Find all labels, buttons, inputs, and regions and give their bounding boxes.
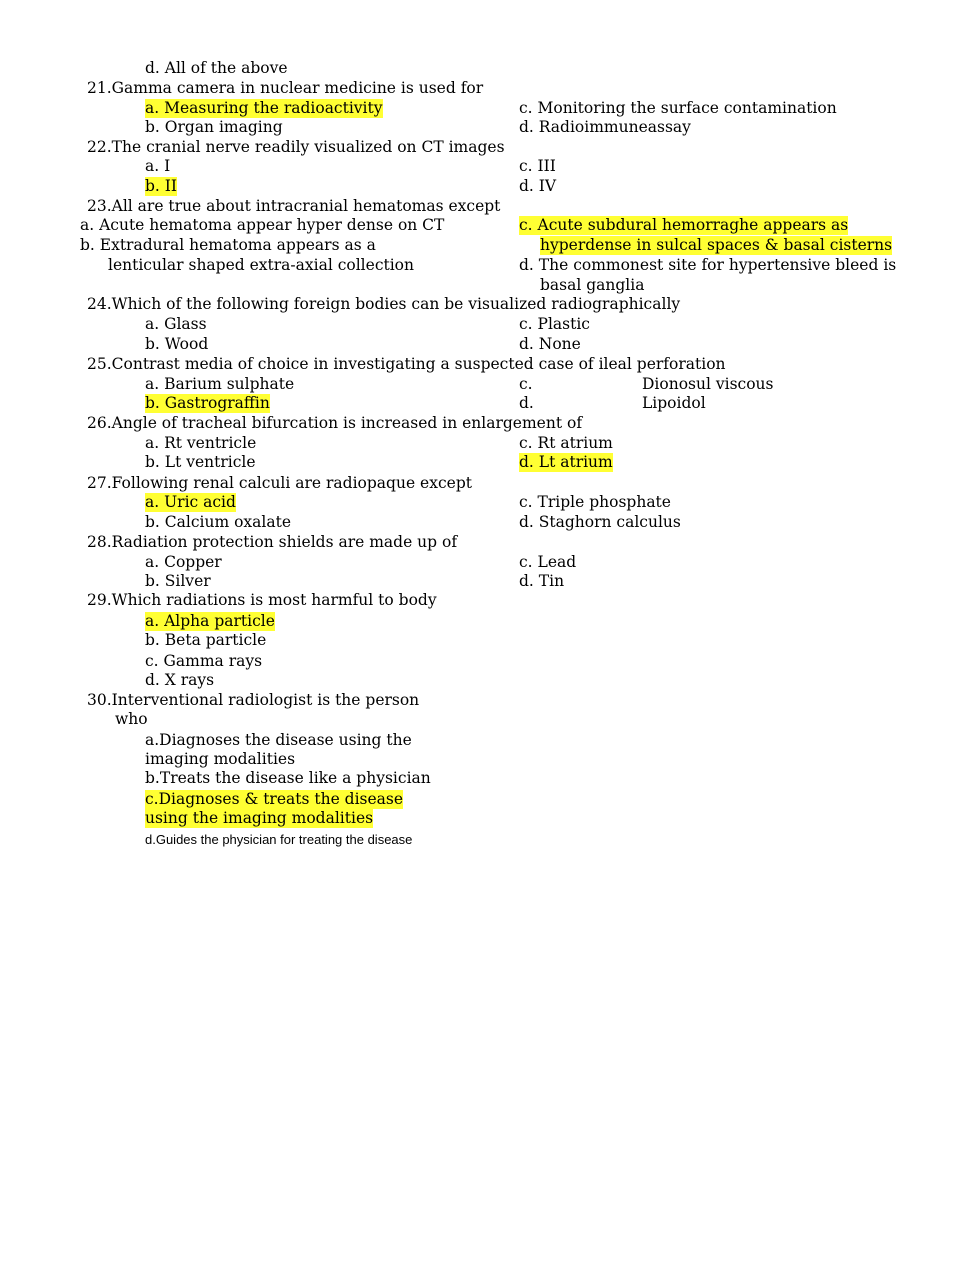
q26-question: 26.Angle of tracheal bifurcation is increased in enlargement of xyxy=(87,414,583,432)
q27-option-a-answer: a. Uric acid xyxy=(145,493,236,511)
q30-option-b: b.Treats the disease like a physician xyxy=(145,769,431,787)
q25-option-a: a. Barium sulphate xyxy=(145,375,295,393)
q28-option-c-answer: c. Lead xyxy=(519,553,577,571)
q20-option-d: d. All of the above xyxy=(145,59,288,77)
q29-option-d: d. X rays xyxy=(145,671,215,689)
q28-option-a: a. Copper xyxy=(145,553,222,571)
q24-option-a: a. Glass xyxy=(145,315,207,333)
q25-question: 25.Contrast media of choice in investigating a suspected case of ileal perforation xyxy=(87,355,726,373)
q25-option-d-text: Lipoidol xyxy=(642,394,706,412)
q24-question: 24.Which of the following foreign bodies can be visualized radiographically xyxy=(87,295,681,313)
q25-option-b-answer: b. Gastrograffin xyxy=(145,394,270,412)
q23-question: 23.All are true about intracranial hematomas except xyxy=(87,197,501,215)
q26-option-b: b. Lt ventricle xyxy=(145,453,256,471)
q30-question-line1: 30.Interventional radiologist is the person xyxy=(87,691,420,709)
q21-option-d: d. Radioimmuneassay xyxy=(519,118,691,136)
q22-option-d: d. IV xyxy=(519,177,557,195)
q23-option-b-line1: b. Extradural hematoma appears as a xyxy=(80,236,376,254)
q24-option-c: c. Plastic xyxy=(519,315,590,333)
q27-question: 27.Following renal calculi are radiopaque except xyxy=(87,474,472,492)
q22-question: 22.The cranial nerve readily visualized on CT images xyxy=(87,138,505,156)
q23-option-b-line2: lenticular shaped extra-axial collection xyxy=(108,256,414,274)
q30-option-a-line1: a.Diagnoses the disease using the xyxy=(145,731,412,749)
q30-option-d: d.Guides the physician for treating the disease xyxy=(145,832,413,847)
q26-option-c: c. Rt atrium xyxy=(519,434,613,452)
q30-option-a-line2: imaging modalities xyxy=(145,750,296,768)
q22-option-c: c. III xyxy=(519,157,556,175)
q21-option-b: b. Organ imaging xyxy=(145,118,283,136)
q29-option-b: b. Beta particle xyxy=(145,631,267,649)
q28-question: 28.Radiation protection shields are made up of xyxy=(87,533,458,551)
q21-question: 21.Gamma camera in nuclear medicine is used for xyxy=(87,79,484,97)
q30-option-c-answer-line1: c.Diagnoses & treats the disease xyxy=(145,790,404,808)
q23-option-d-line2: basal ganglia xyxy=(540,276,645,294)
q23-option-c-answer-line1: c. Acute subdural hemorraghe appears as xyxy=(519,216,849,234)
q24-option-d: d. None xyxy=(519,335,581,353)
q21-option-a-answer: a. Measuring the radioactivity xyxy=(145,99,383,117)
q21-option-c: c. Monitoring the surface contamination xyxy=(519,99,837,117)
q23-option-d-line1: d. The commonest site for hypertensive bleed is xyxy=(519,256,897,274)
q30-option-c-answer-line2: using the imaging modalities xyxy=(145,809,374,827)
q26-option-a: a. Rt ventricle xyxy=(145,434,257,452)
q25-option-c-letter: c. xyxy=(519,375,533,393)
q24-option-b: b. Wood xyxy=(145,335,209,353)
q27-option-b: b. Calcium oxalate xyxy=(145,513,291,531)
q27-option-d: d. Staghorn calculus xyxy=(519,513,681,531)
q29-option-a-answer: a. Alpha particle xyxy=(145,612,275,630)
q22-option-a: a. I xyxy=(145,157,171,175)
q26-option-d-answer: d. Lt atrium xyxy=(519,453,613,471)
q29-question: 29.Which radiations is most harmful to body xyxy=(87,591,437,609)
q23-option-a: a. Acute hematoma appear hyper dense on CT xyxy=(80,216,445,234)
q27-option-c: c. Triple phosphate xyxy=(519,493,671,511)
q28-option-b: b. Silver xyxy=(145,572,211,590)
q23-option-c-answer-line2: hyperdense in sulcal spaces & basal cisterns xyxy=(540,236,893,254)
q25-option-d-letter: d. xyxy=(519,394,534,412)
q29-option-c: c. Gamma rays xyxy=(145,652,263,670)
q22-option-b-answer: b. II xyxy=(145,177,178,195)
q28-option-d: d. Tin xyxy=(519,572,565,590)
q25-option-c-text: Dionosul viscous xyxy=(642,375,774,393)
q30-question-line2: who xyxy=(115,710,148,728)
